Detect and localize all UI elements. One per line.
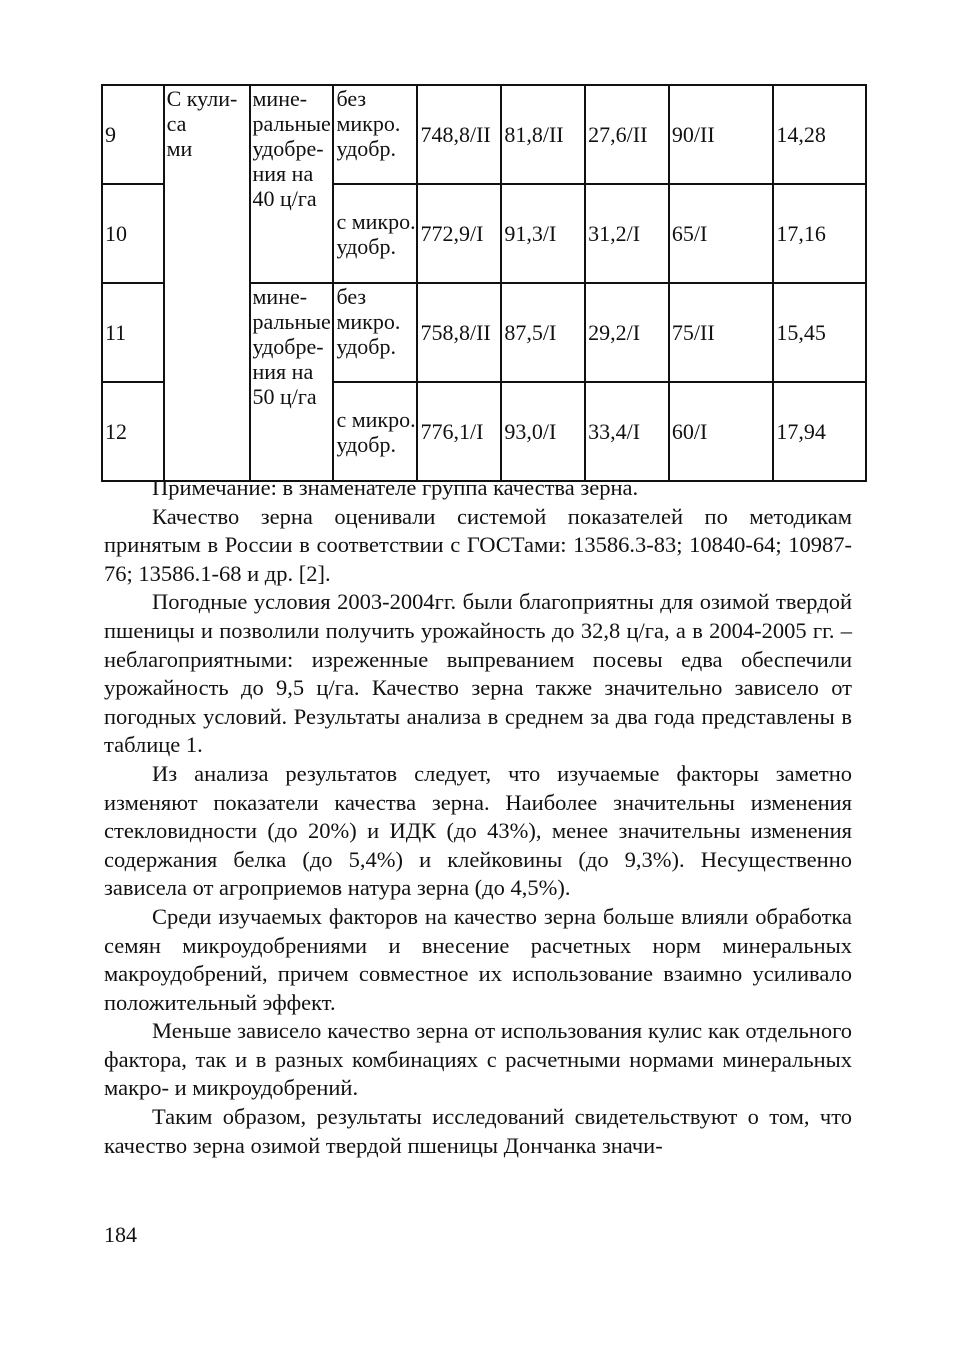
- mineral-line: ния на: [252, 161, 314, 186]
- idk-cell: 60/I: [669, 382, 773, 481]
- micro-line: удобр.: [336, 136, 396, 161]
- micro-cell: [333, 184, 417, 283]
- paragraph: Меньше зависело качество зерна от использования кулис как отдельного фактора, так и в разных комбинациях с расчетными нормами минеральных макро- и микроудобрений.: [104, 1018, 852, 1101]
- paragraph: Таким образом, результаты исследований свидетельствуют о том, что качество зерна озимой твердой пшеницы Дончанка значи-: [104, 1104, 852, 1158]
- idk-cell: 65/I: [669, 184, 773, 283]
- natura-cell: 758,8/II: [417, 283, 501, 382]
- vitreousness-cell: 87,5/I: [501, 283, 585, 382]
- mineral-line: ральные: [252, 309, 331, 334]
- micro-cell: [333, 85, 417, 184]
- gluten-cell: 29,2/I: [585, 283, 669, 382]
- micro-cell: [333, 283, 417, 382]
- vitreousness-cell: 91,3/I: [501, 184, 585, 283]
- paragraph: Погодные условия 2003-2004гг. были благоприятны для озимой твердой пшеницы и позволили получить урожайность до 32,8 ц/га, а в 2004-2005 гг. – неблагоприятными: изреженные выпреванием посевы едва обеспечили урожайность до 9,5 ц/га. Качество зерна также значительно зависело от погодных условий. Результаты анализа в среднем за два года представлены в таблице 1.: [104, 589, 852, 758]
- vitreousness-cell: 81,8/II: [501, 85, 585, 184]
- results-table: [101, 84, 867, 482]
- gluten-cell: 33,4/I: [585, 382, 669, 481]
- gluten-cell: 31,2/I: [585, 184, 669, 283]
- table-row: [102, 85, 866, 184]
- micro-line: удобр.: [336, 431, 396, 457]
- mineral-line: 40 ц/га: [252, 186, 317, 211]
- idk-cell: 75/II: [669, 283, 773, 382]
- body-text: [104, 474, 852, 1160]
- mineral-line: ральные: [252, 111, 331, 136]
- natura-cell: 748,8/II: [417, 85, 501, 184]
- kulisy-cell: [164, 85, 250, 481]
- kulisy-line: ми: [166, 136, 193, 161]
- mineral-line: 50 ц/га: [252, 384, 317, 409]
- micro-line: удобр.: [336, 233, 396, 259]
- micro-line: с микро.: [336, 406, 416, 432]
- micro-line: микро.: [336, 309, 401, 334]
- micro-line: удобр.: [336, 334, 396, 359]
- gluten-cell: 27,6/II: [585, 85, 669, 184]
- paragraph: Из анализа результатов следует, что изучаемые факторы заметно изменяют показатели качества зерна. Наиболее значительны изменения стекловидности (до 20%) и ИДК (до 43%), менее значительны изменения содержания белка (до 5,4%) и клейковины (до 9,3%). Несущественно зависела от агроприемов натура зерна (до 4,5%).: [104, 760, 852, 901]
- row-number: 10: [102, 184, 164, 283]
- micro-line: микро.: [336, 111, 401, 136]
- row-number: 9: [102, 85, 164, 184]
- protein-cell: 15,45: [773, 283, 866, 382]
- mineral-line: удобре-: [252, 136, 324, 161]
- mineral-40-cell: [250, 85, 334, 283]
- row-number: 11: [102, 283, 164, 382]
- kulisy-line: са: [166, 111, 187, 136]
- vitreousness-cell: 93,0/I: [501, 382, 585, 481]
- mineral-line: удобре-: [252, 334, 324, 359]
- protein-cell: 17,16: [773, 184, 866, 283]
- micro-line: без: [336, 284, 367, 309]
- idk-cell: 90/II: [669, 85, 773, 184]
- micro-line: с микро.: [336, 208, 416, 234]
- protein-cell: 14,28: [773, 85, 866, 184]
- table-note: Примечание: в знаменателе группа качества зерна.: [152, 475, 639, 500]
- mineral-line: ния на: [252, 359, 314, 384]
- natura-cell: 772,9/I: [417, 184, 501, 283]
- kulisy-line: С кули-: [166, 86, 238, 111]
- micro-cell: [333, 382, 417, 481]
- mineral-line: мине-: [252, 284, 308, 309]
- natura-cell: 776,1/I: [417, 382, 501, 481]
- row-number: 12: [102, 382, 164, 481]
- protein-cell: 17,94: [773, 382, 866, 481]
- mineral-line: мине-: [252, 86, 308, 111]
- paragraph: Качество зерна оценивали системой показателей по методикам принятым в России в соответствии с ГОСТами: 13586.3-83; 10840-64; 10987-76; 13586.1-68 и др. [2].: [104, 503, 852, 586]
- page-number: 184: [104, 1222, 137, 1247]
- paragraph: Среди изучаемых факторов на качество зерна больше влияли обработка семян микроудобрениями и внесение расчетных норм минеральных макроудобрений, причем совместное их использование взаимно усиливало положительный эффект.: [104, 903, 852, 1015]
- micro-line: без: [336, 86, 367, 111]
- mineral-50-cell: [250, 283, 334, 481]
